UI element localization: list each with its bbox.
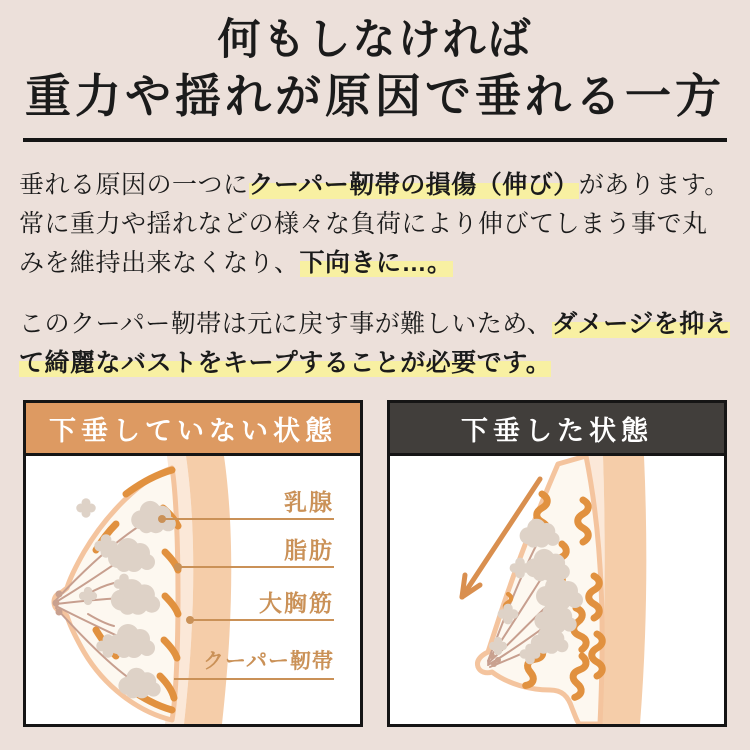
- intro-text: [19, 166, 731, 383]
- panel-sagged-body: [390, 456, 724, 724]
- panel-not-sagged-body: [26, 456, 360, 724]
- intro-paragraph-1: 垂れる原因の一つにクーパー靭帯の損傷（伸び）があります。常に重力や揺れなどの様々な負荷により伸びてしまう事で丸みを維持出来なくなり、下向きに…。: [19, 171, 730, 277]
- label-fat: 脂肪: [284, 537, 334, 563]
- sagged-breast-diagram: [390, 456, 724, 724]
- breast-anatomy-diagram: [26, 456, 360, 724]
- label-mammary-gland: 乳腺: [284, 489, 334, 515]
- title-underline: [23, 138, 727, 142]
- panel-not-sagged-header: 下垂していない状態: [26, 403, 360, 456]
- label-cooper-ligament: クーパー靭帯: [203, 650, 334, 673]
- intro-paragraph-2: このクーパー靭帯は元に戻す事が難しいため、ダメージを抑えて綺麗なバストをキープすることが必要です。: [19, 310, 731, 377]
- title-line-2: 重力や揺れが原因で垂れる一方: [25, 70, 725, 122]
- panel-not-sagged: [23, 400, 363, 727]
- panel-sagged-header: 下垂した状態: [390, 403, 724, 456]
- comparison-panels: [23, 400, 727, 727]
- panel-sagged: [387, 400, 727, 727]
- title-line-1: 何もしなければ: [217, 16, 533, 64]
- label-pectoral-muscle: 大胸筋: [259, 590, 334, 616]
- page-title: [0, 0, 750, 142]
